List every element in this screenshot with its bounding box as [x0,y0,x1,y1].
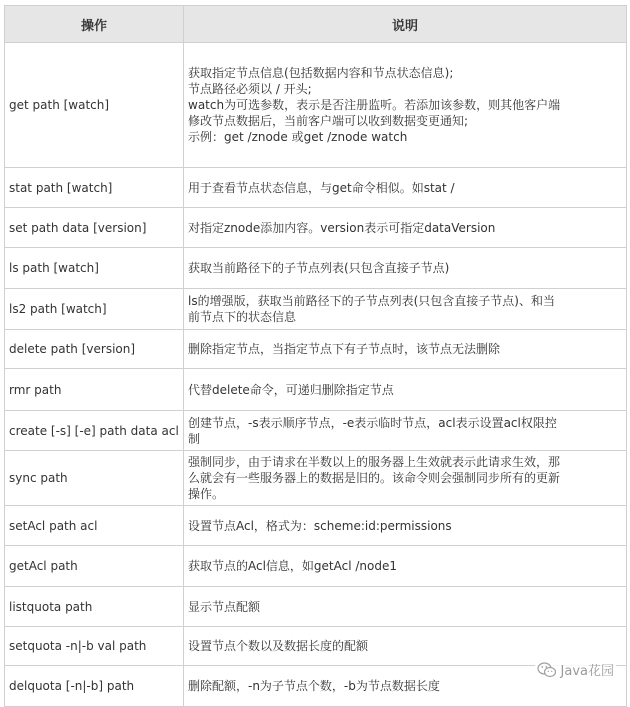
description-line: 强制同步，由于请求在半数以上的服务器上生效就表示此请求生效，那 [188,455,561,469]
command-cell: delquota [-n|-b] path [5,666,184,707]
table-row [5,546,627,587]
description-cell [184,248,627,289]
description-cell [184,411,627,451]
command-cell: setAcl path acl [5,506,184,546]
command-cell: setquota -n|-b val path [5,627,184,666]
description-line: 获取当前路径下的子节点列表(只包含直接子节点) [188,261,450,275]
description-line: 修改节点数据后，当前客户端可以收到数据变更通知; [188,114,469,128]
table-row [5,289,627,330]
table-row [5,411,627,451]
table-row [5,451,627,506]
table-row [5,168,627,208]
description-line: 设置节点个数以及数据长度的配额 [188,639,369,653]
description-line: 代替delete命令，可递归删除指定节点 [188,382,394,397]
command-cell: set path data [version] [5,208,184,248]
description-line: 设置节点Acl，格式为：scheme:id:permissions [188,518,452,533]
wechat-icon [537,662,557,678]
description-line: 示例：get /znode 或get /znode watch [188,130,408,144]
column-header-description: 说明 [184,6,627,43]
description-line: 获取指定节点信息(包括数据内容和节点状态信息); [188,66,454,80]
description-line: 删除指定节点，当指定节点下有子节点时，该节点无法删除 [188,342,501,356]
description-cell [184,168,627,208]
description-cell [184,546,627,587]
description-line: 删除配额，-n为子节点个数，-b为节点数据长度 [188,679,440,693]
table-row [5,627,627,666]
table-row [5,506,627,546]
description-line: 操作。 [188,487,225,501]
description-line: watch为可选参数，表示是否注册监听。若添加该参数，则其他客户端 [188,98,561,112]
description-cell [184,451,627,506]
description-line: 创建节点，-s表示顺序节点，-e表示临时节点，acl表示设置acl权限控 [188,415,557,430]
watermark [535,660,616,679]
description-line: 获取节点的Acl信息，如getAcl /node1 [188,559,398,573]
command-cell: getAcl path [5,546,184,587]
description-cell [184,289,627,330]
command-cell: stat path [watch] [5,168,184,208]
command-cell: rmr path [5,369,184,411]
description-line: 制 [188,431,201,446]
description-line: 节点路径必须以 / 开头; [188,82,312,96]
command-cell: ls2 path [watch] [5,289,184,330]
description-cell [184,208,627,248]
command-cell: create [-s] [-e] path data acl [5,411,184,451]
description-line: 前节点下的状态信息 [188,310,297,324]
description-cell [184,506,627,546]
description-line: 么就会有一些服务器上的数据是旧的。该命令则会强制同步所有的更新 [188,471,561,485]
description-line: 显示节点配额 [188,599,261,614]
table-row [5,587,627,627]
table-header-row [5,6,627,43]
table-row [5,369,627,411]
command-cell: sync path [5,451,184,506]
description-line: 对指定znode添加内容。version表示可指定dataVersion [188,220,496,235]
command-cell: get path [watch] [5,43,184,168]
command-cell: listquota path [5,587,184,627]
description-cell [184,369,627,411]
description-cell [184,43,627,168]
description-cell [184,330,627,369]
table-row [5,43,627,168]
description-cell [184,587,627,627]
command-cell: delete path [version] [5,330,184,369]
column-header-operation: 操作 [5,6,184,43]
table-row [5,666,627,707]
description-line: ls的增强版，获取当前路径下的子节点列表(只包含直接子节点)、和当 [188,294,555,308]
command-table [4,5,627,707]
table-row [5,208,627,248]
table-row [5,248,627,289]
command-cell: ls path [watch] [5,248,184,289]
watermark-text: Java花园 [560,664,614,679]
table-row [5,330,627,369]
description-line: 用于查看节点状态信息，与get命令相似。如stat / [188,180,455,195]
